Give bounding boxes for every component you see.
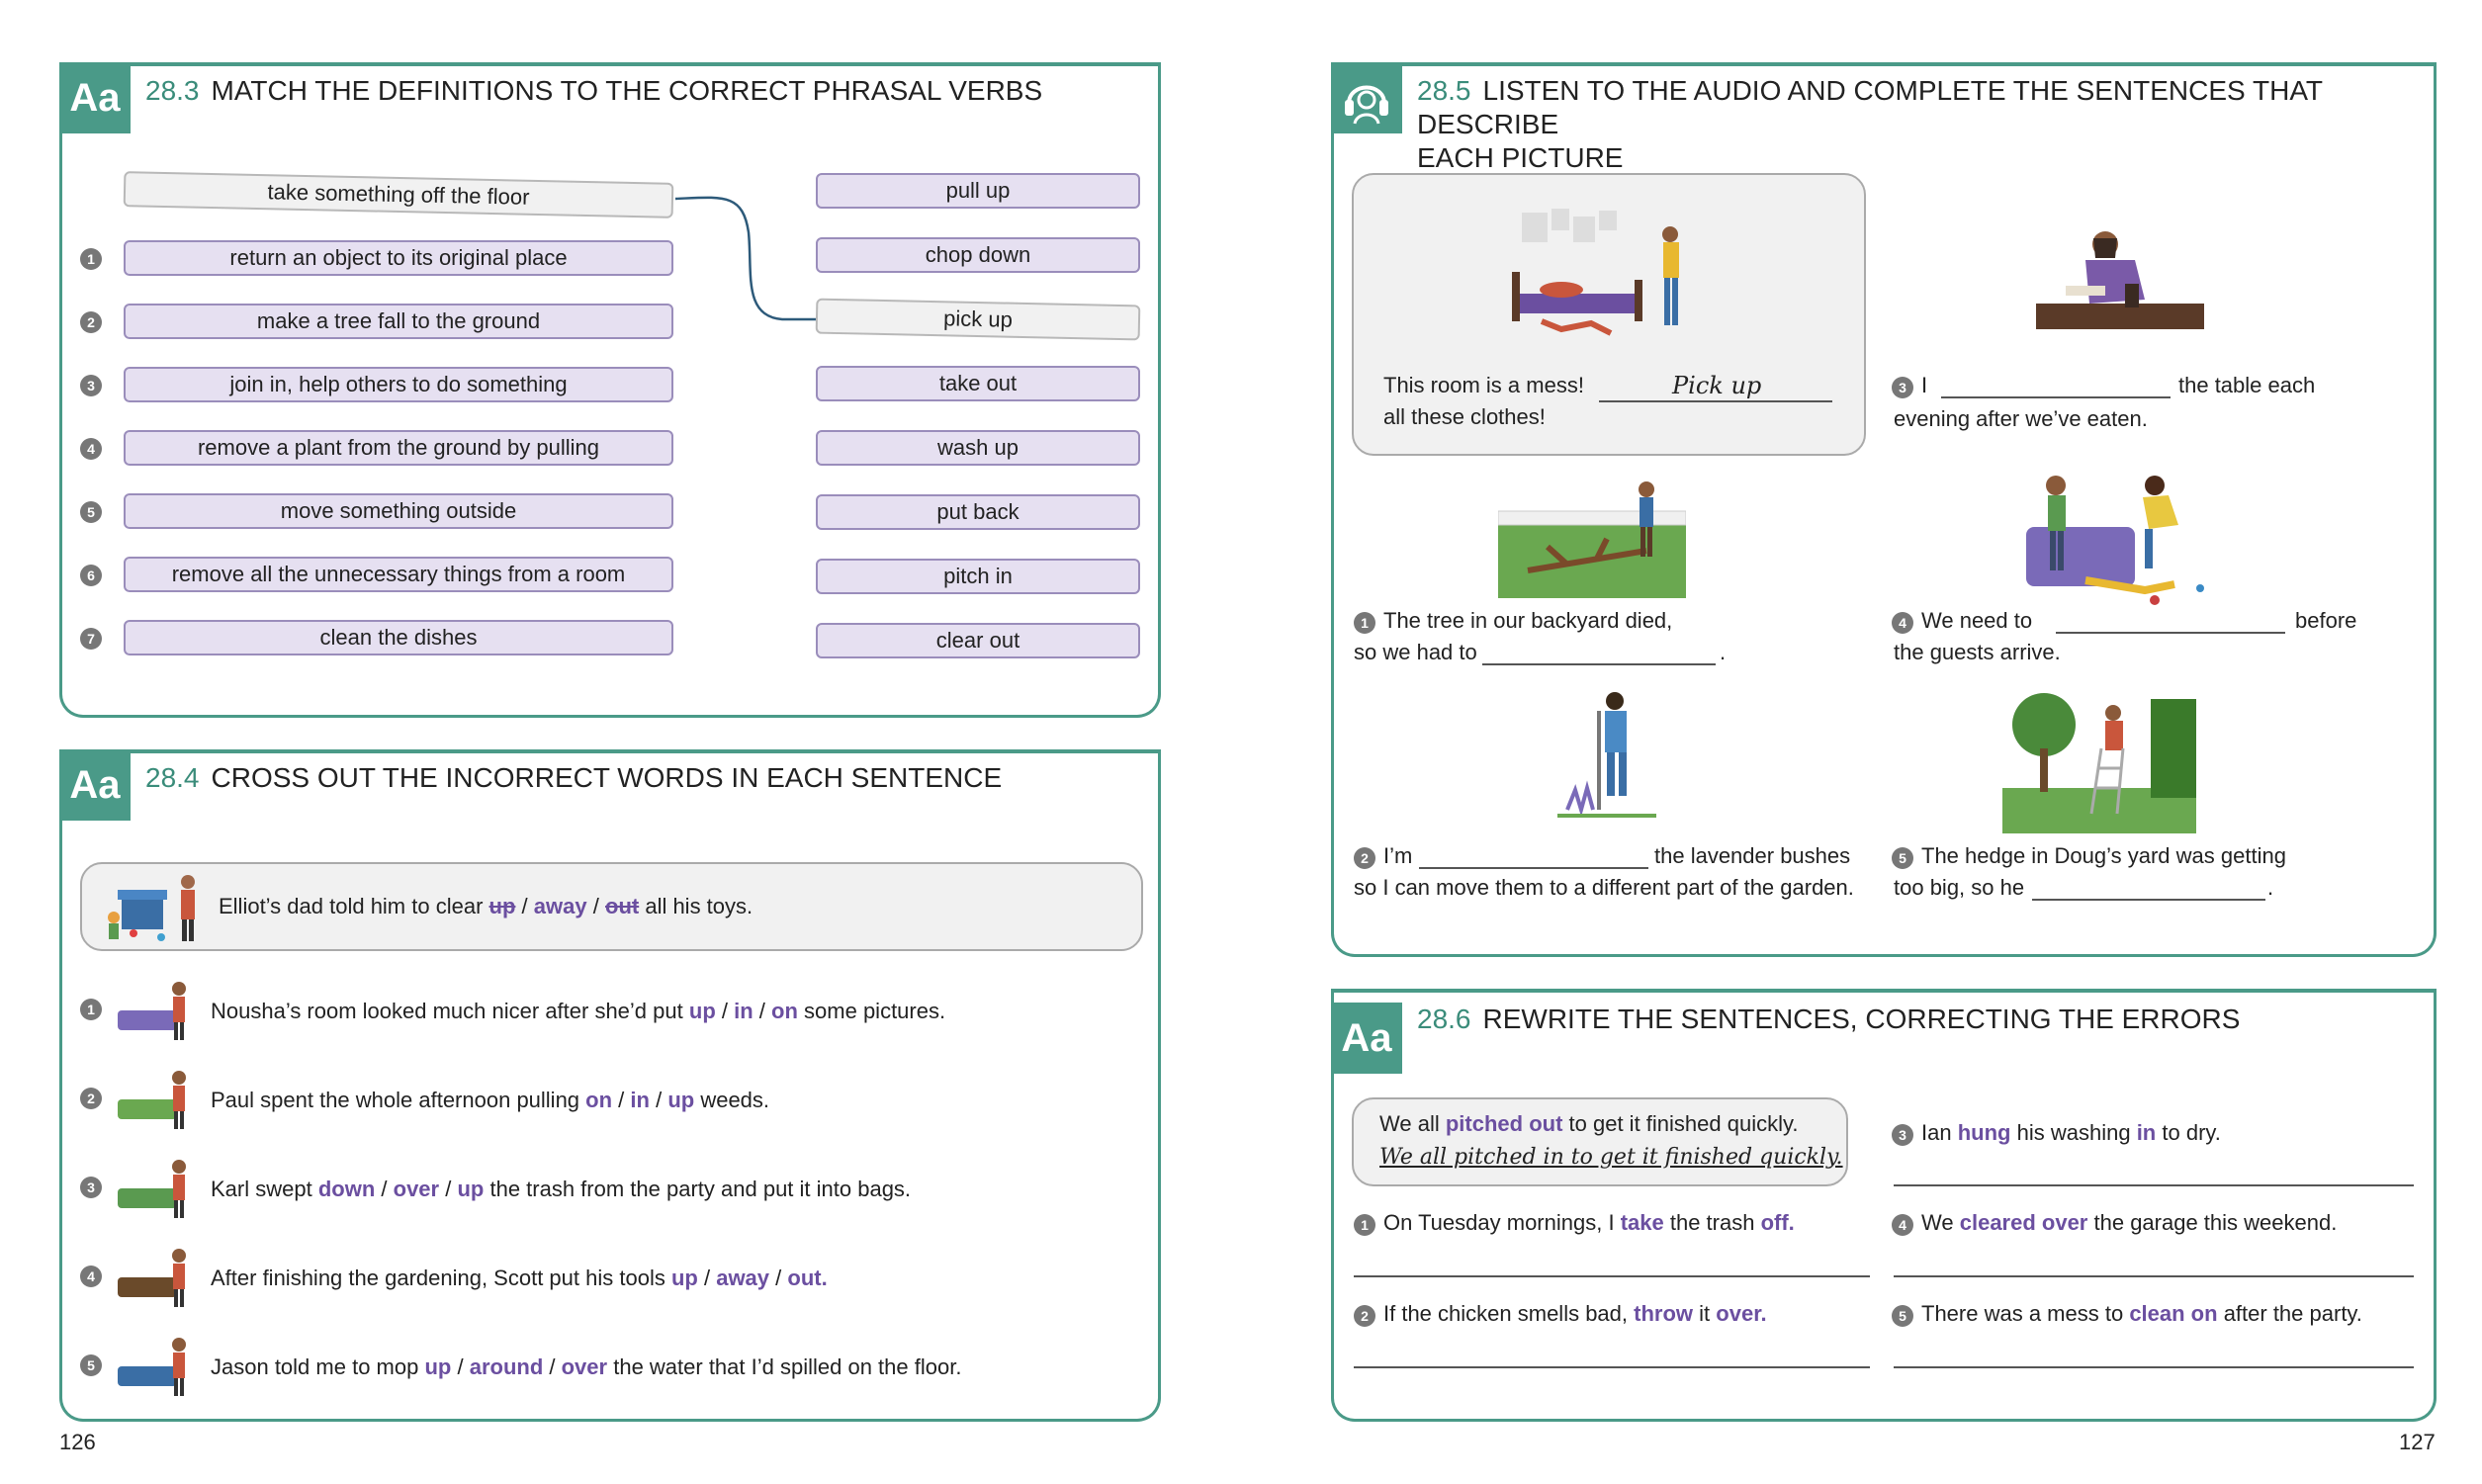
example-sentence-box <box>80 862 1143 951</box>
word-choice[interactable]: around <box>469 1354 544 1379</box>
word-choice[interactable]: up <box>688 999 716 1023</box>
example-sentence: Elliot’s dad told him to clear up / away / out all his toys. <box>219 894 753 918</box>
item-number: 4 <box>80 438 102 460</box>
item-number: 1 <box>1354 612 1375 634</box>
definition-box[interactable]: remove a plant from the ground by pulling <box>124 430 673 466</box>
answer-line[interactable] <box>2056 632 2285 634</box>
answer-line[interactable] <box>1354 1275 1870 1277</box>
word-choice[interactable]: on <box>585 1088 613 1112</box>
phrasal-verb-box[interactable]: wash up <box>816 430 1140 466</box>
vocabulary-icon: Aa <box>59 749 131 821</box>
item-number: 2 <box>1354 1305 1375 1327</box>
cross-out-sentence: Karl swept down / over / up the trash from the party and put it into bags. <box>211 1177 912 1201</box>
vocabulary-icon: Aa <box>59 62 131 133</box>
item-number: 4 <box>80 1266 102 1287</box>
crossed-word: up <box>488 894 516 918</box>
phrasal-verb-box[interactable]: clear out <box>816 623 1140 658</box>
messy-room-illustration <box>1502 203 1700 351</box>
word-choice[interactable]: over <box>561 1354 608 1379</box>
listening-headphones-icon <box>1331 62 1402 133</box>
toy-box-illustration <box>104 868 203 947</box>
example-rewrite-box: We all pitched out to get it finished quickly. We all pitched in to get it finished quickly. <box>1352 1097 1848 1186</box>
cross-out-sentence: Nousha’s room looked much nicer after she’d put up / in / on some pictures. <box>211 999 946 1023</box>
example-definition: take something off the floor <box>124 171 674 218</box>
tidying-up-illustration <box>2026 472 2224 610</box>
item-number: 5 <box>80 1354 102 1376</box>
answer-line[interactable] <box>1894 1275 2414 1277</box>
exercise-28-4-panel <box>59 749 1161 1422</box>
item-number: 1 <box>80 999 102 1020</box>
word-choice[interactable]: away <box>716 1266 770 1290</box>
answer-line[interactable] <box>2032 899 2265 901</box>
example-picture-box: This room is a mess! Pick up all these clothes! <box>1352 173 1866 456</box>
cross-out-sentence: Paul spent the whole afternoon pulling on / in / up weeds. <box>211 1088 770 1112</box>
item-number: 2 <box>80 1088 102 1109</box>
item-number: 7 <box>80 628 102 650</box>
exercise-title: 28.5 LISTEN TO THE AUDIO AND COMPLETE THE SENTENCES THAT DESCRIBE EACH PICTURE <box>1417 75 2323 173</box>
phrasal-verb-box[interactable]: put back <box>816 494 1140 530</box>
cross-out-sentence: After finishing the gardening, Scott put his tools up / away / out. <box>211 1266 828 1290</box>
phrasal-verb-box[interactable]: pitch in <box>816 559 1140 594</box>
exercise-28-3-panel <box>59 62 1161 718</box>
answer-line[interactable] <box>1419 867 1648 869</box>
item-number: 3 <box>1892 1124 1913 1146</box>
phrasal-verb-box[interactable]: pull up <box>816 173 1140 209</box>
cleaning-table-illustration <box>2016 224 2204 333</box>
exercise-28-5-panel: 28.5 LISTEN TO THE AUDIO AND COMPLETE THE SENTENCES THAT DESCRIBE EACH PICTURE This room is a mess! Pick up all these clothes! 3 I the table each evening after we’ve eaten. 1 The tree in our backyard died, so we had to . 4 We need to before the guests arrive. 2 I’m the lavender bushes so I can move them to a different part of the garden. 5 The hedge in Doug’s yard was getting too big, so he . <box>1331 62 2437 957</box>
page-number-left: 126 <box>59 1430 96 1454</box>
crossed-word: out <box>605 894 640 918</box>
item-number: 4 <box>1892 1214 1913 1236</box>
trimming-hedge-illustration <box>2002 689 2196 835</box>
definition-box[interactable]: return an object to its original place <box>124 240 673 276</box>
phrasal-verb-box[interactable]: chop down <box>816 237 1140 273</box>
item-number: 2 <box>80 311 102 333</box>
sentence-illustration <box>114 1155 195 1220</box>
item-number: 6 <box>80 565 102 586</box>
example-answer: We all pitched in to get it finished quickly. <box>1379 1145 1843 1170</box>
cross-out-sentence: Jason told me to mop up / around / over the water that I’d spilled on the floor. <box>211 1354 962 1379</box>
item-number: 5 <box>1892 1305 1913 1327</box>
example-answer: Pick up <box>1672 372 1762 399</box>
word-choice[interactable]: up <box>424 1354 452 1379</box>
answer-line[interactable] <box>1941 396 2171 398</box>
phrasal-verb-box: pick up <box>816 299 1141 341</box>
word-choice[interactable]: up <box>457 1177 485 1201</box>
fallen-tree-illustration <box>1498 481 1686 600</box>
word-choice[interactable]: in <box>630 1088 650 1112</box>
word-choice[interactable]: over <box>393 1177 440 1201</box>
phrasal-verb-box[interactable]: take out <box>816 366 1140 401</box>
exercise-28-6-panel: Aa 28.6 REWRITE THE SENTENCES, CORRECTING THE ERRORS We all pitched out to get it finished quickly. We all pitched in to get it finished quickly. 3 Ian hung his washing in to dry. 1 On Tuesday mornings, I take the trash off. 4 We cleared over the garage this weekend. 2 If the chicken smells bad, throw it over. 5 There was a mess to clean on after the party. <box>1331 989 2437 1422</box>
word-choice[interactable]: on <box>771 999 798 1023</box>
item-number: 5 <box>1892 847 1913 869</box>
digging-lavender-illustration <box>1557 691 1656 829</box>
sentence-illustration <box>114 1244 195 1309</box>
item-number: 3 <box>80 1177 102 1198</box>
vocabulary-icon: Aa <box>1331 1003 1402 1074</box>
answer-line[interactable] <box>1894 1366 2414 1368</box>
word-choice[interactable]: down <box>317 1177 376 1201</box>
word-choice[interactable]: up <box>667 1088 695 1112</box>
exercise-title: 28.4 CROSS OUT THE INCORRECT WORDS IN EACH SENTENCE <box>145 762 1003 793</box>
sentence-illustration <box>114 1333 195 1398</box>
item-number: 5 <box>80 501 102 523</box>
item-number: 3 <box>80 375 102 396</box>
definition-box[interactable]: remove all the unnecessary things from a room <box>124 557 673 592</box>
page-number-right: 127 <box>2399 1430 2436 1454</box>
sentence-illustration <box>114 1066 195 1131</box>
sentence-illustration <box>114 977 195 1042</box>
exercise-title: 28.3 MATCH THE DEFINITIONS TO THE CORRECT PHRASAL VERBS <box>145 75 1043 106</box>
word-choice[interactable]: in <box>734 999 753 1023</box>
definition-box[interactable]: move something outside <box>124 493 673 529</box>
definition-box[interactable]: join in, help others to do something <box>124 367 673 402</box>
exercise-title: 28.6 REWRITE THE SENTENCES, CORRECTING THE ERRORS <box>1417 1004 2241 1034</box>
item-number: 2 <box>1354 847 1375 869</box>
answer-line[interactable] <box>1894 1184 2414 1186</box>
definition-box[interactable]: clean the dishes <box>124 620 673 655</box>
answer-line[interactable] <box>1354 1366 1870 1368</box>
item-number: 3 <box>1892 377 1913 398</box>
item-number: 1 <box>80 248 102 270</box>
word-choice[interactable]: out. <box>787 1266 828 1290</box>
item-number: 4 <box>1892 612 1913 634</box>
item-number: 1 <box>1354 1214 1375 1236</box>
answer-line[interactable] <box>1482 663 1716 665</box>
definition-box[interactable]: make a tree fall to the ground <box>124 304 673 339</box>
word-choice[interactable]: up <box>670 1266 698 1290</box>
